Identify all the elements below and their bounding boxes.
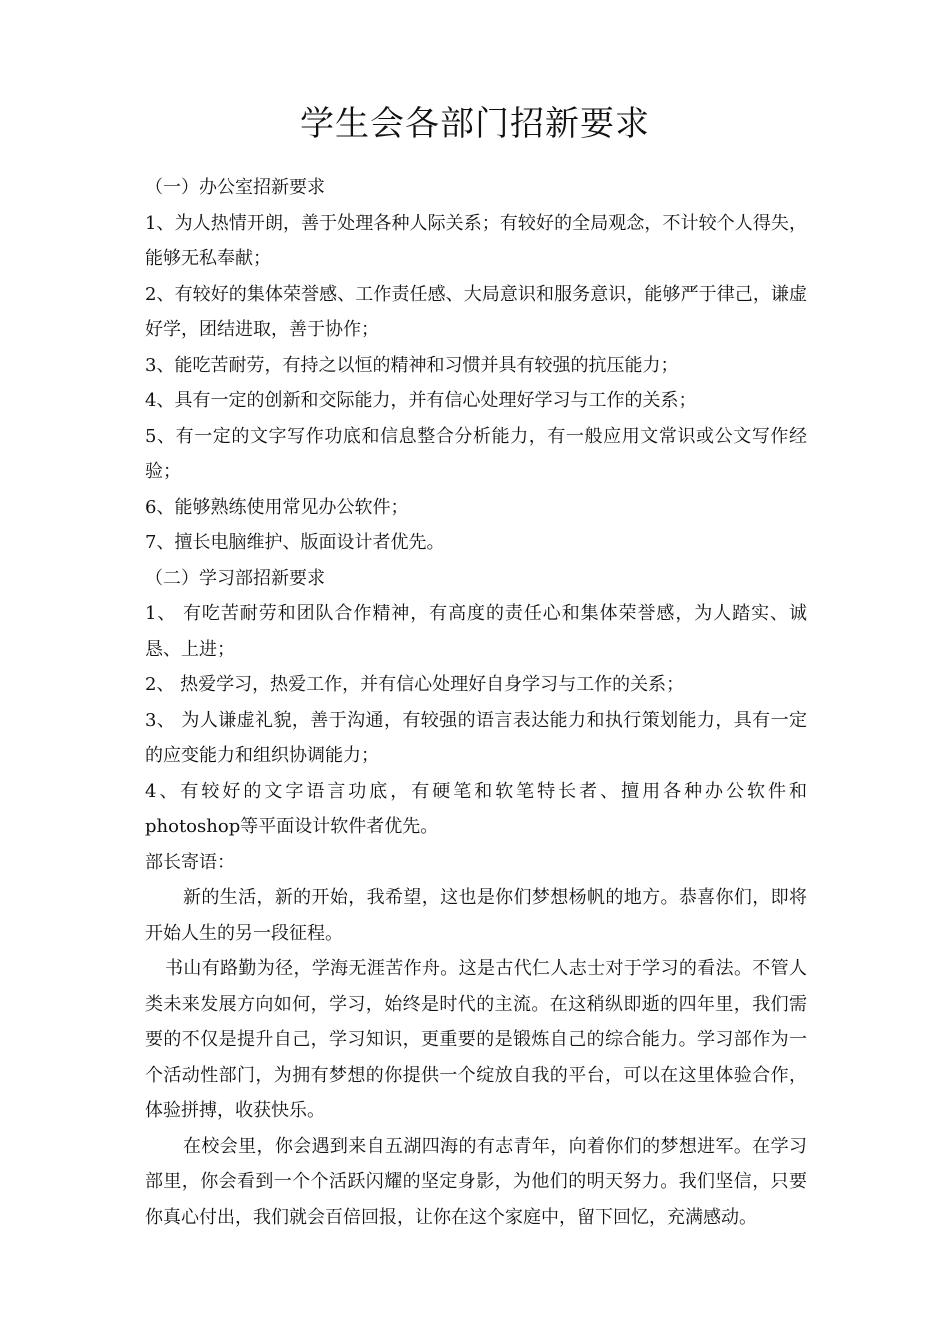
minister-message-paragraph-3: 在校会里，你会遇到来自五湖四海的有志青年，向着你们的梦想进军。在学习部里，你会看到一个个活跃闪耀的坚定身影，为他们的明天努力。我们坚信，只要你真心付出，我们就会百倍回报，让你在这个家庭中，留下回忆，充满感动。 <box>145 1135 807 1228</box>
office-requirement-7: 7、擅长电脑维护、版面设计者优先。 <box>145 532 445 553</box>
office-requirement-6: 6、能够熟练使用常见办公软件； <box>145 496 409 518</box>
minister-message-heading: 部长寄语： <box>145 851 235 873</box>
office-requirement-4: 4、具有一定的创新和交际能力，并有信心处理好学习与工作的关系； <box>145 390 697 411</box>
office-requirement-1: 1、为人热情开朗，善于处理各种人际关系；有较好的全局观念，不计较个人得失，能够无私奉献； <box>145 212 807 269</box>
document-body <box>145 170 807 1235</box>
study-requirement-2: 2、 热爱学习，热爱工作，并有信心处理好自身学习与工作的关系； <box>145 674 685 695</box>
study-requirement-3: 3、 为人谦虚礼貌，善于沟通，有较强的语言表达能力和执行策划能力，具有一定的应变能力和组织协调能力； <box>145 709 807 766</box>
section-heading-office: （一）办公室招新要求 <box>145 177 325 198</box>
minister-message-paragraph-1: 新的生活，新的开始，我希望，这也是你们梦想杨帆的地方。恭喜你们，即将开始人生的另一段征程。 <box>145 887 807 944</box>
study-requirement-4: 4、有较好的文字语言功底，有硬笔和软笔特长者、擅用各种办公软件和photoshop等平面设计软件者优先。 <box>145 780 807 837</box>
section-heading-study: （二）学习部招新要求 <box>145 567 325 589</box>
office-requirement-2: 2、有较好的集体荣誉感、工作责任感、大局意识和服务意识，能够严于律己，谦虚好学，团结进取，善于协作； <box>145 283 807 340</box>
minister-message-paragraph-2: 书山有路勤为径，学海无涯苦作舟。这是古代仁人志士对于学习的看法。不管人类未来发展方向如何，学习，始终是时代的主流。在这稍纵即逝的四年里，我们需要的不仅是提升自己，学习知识，更重要的是锻炼自己的综合能力。学习部作为一个活动性部门，为拥有梦想的你提供一个绽放自我的平台，可以在这里体验合作，体验拼搏，收获快乐。 <box>145 958 807 1121</box>
office-requirement-5: 5、有一定的文字写作功底和信息整合分析能力，有一般应用文常识或公文写作经验； <box>145 425 807 482</box>
page-title: 学生会各部门招新要求 <box>300 104 650 144</box>
office-requirement-3: 3、能吃苦耐劳，有持之以恒的精神和习惯并具有较强的抗压能力； <box>145 354 679 376</box>
study-requirement-1: 1、 有吃苦耐劳和团队合作精神，有高度的责任心和集体荣誉感，为人踏实、诚恳、上进； <box>145 603 807 660</box>
